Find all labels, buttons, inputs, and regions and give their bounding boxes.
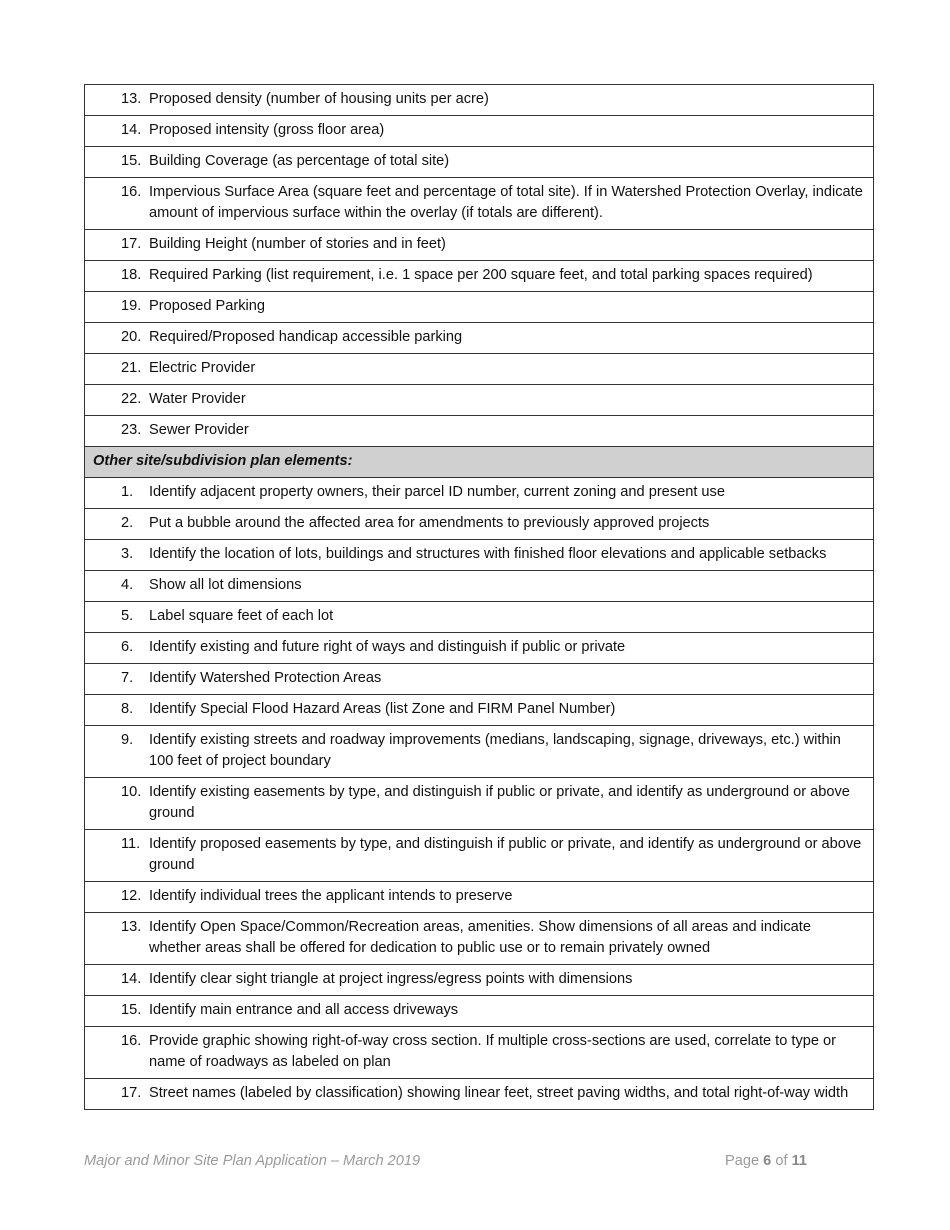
list-item [93,358,865,379]
item-number: 20. [121,329,142,345]
item-text: Provide graphic showing right-of-way cross section. If multiple cross-sections are used, correlate to type or name of roadways as labeled on plan [149,1033,837,1070]
item-number: 4. [121,577,134,593]
checklist-row [85,416,874,447]
item-text: Label square feet of each lot [149,608,334,624]
item-number: 16. [121,1033,142,1049]
item-text: Identify adjacent property owners, their parcel ID number, current zoning and present use [149,484,725,500]
list-item [93,89,865,110]
checklist-cell [85,882,874,913]
item-number: 3. [121,546,134,562]
item-text: Building Coverage (as percentage of total site) [149,153,450,169]
item-number: 14. [121,971,142,987]
list-item [93,917,865,959]
checklist-row [85,85,874,116]
checklist-cell [85,965,874,996]
item-text: Show all lot dimensions [149,577,302,593]
item-text: Required/Proposed handicap accessible parking [149,329,463,345]
checklist-row [85,116,874,147]
checklist-cell [85,830,874,882]
item-number: 8. [121,701,134,717]
footer-document-title: Major and Minor Site Plan Application – March 2019 [84,1153,421,1169]
item-text: Electric Provider [149,360,256,376]
checklist-row [85,695,874,726]
checklist-row [85,385,874,416]
item-number: 6. [121,639,134,655]
item-text: Identify Special Flood Hazard Areas (list Zone and FIRM Panel Number) [149,701,616,717]
checklist-row [85,540,874,571]
checklist-row [85,726,874,778]
checklist-cell [85,478,874,509]
checklist-cell [85,147,874,178]
item-text: Identify proposed easements by type, and distinguish if public or private, and identify as underground or above ground [149,836,862,873]
checklist-cell [85,116,874,147]
list-item [93,513,865,534]
checklist-row [85,261,874,292]
checklist-cell [85,726,874,778]
item-text: Proposed density (number of housing units per acre) [149,91,489,107]
checklist-row [85,478,874,509]
item-text: Building Height (number of stories and in feet) [149,236,446,252]
item-text: Put a bubble around the affected area for amendments to previously approved projects [149,515,710,531]
item-text: Water Provider [149,391,246,407]
checklist-cell [85,385,874,416]
checklist-row [85,830,874,882]
item-text: Identify individual trees the applicant intends to preserve [149,888,513,904]
checklist-row [85,633,874,664]
item-text: Street names (labeled by classification) showing linear feet, street paving widths, and total right-of-way width [149,1085,849,1101]
checklist-cell [85,323,874,354]
checklist-cell [85,416,874,447]
item-number: 14. [121,122,142,138]
checklist-row [85,509,874,540]
list-item [93,575,865,596]
checklist-row [85,664,874,695]
list-item [93,1000,865,1021]
item-number: 21. [121,360,142,376]
list-item [93,296,865,317]
item-number: 23. [121,422,142,438]
list-item [93,120,865,141]
list-item [93,234,865,255]
page-footer [84,1153,874,1175]
list-item [93,151,865,172]
checklist-row [85,602,874,633]
section-header-row [85,447,874,478]
list-item [93,482,865,503]
checklist-row [85,778,874,830]
list-item [93,886,865,907]
checklist-cell [85,1079,874,1110]
checklist-cell [85,1027,874,1079]
item-text: Proposed intensity (gross floor area) [149,122,385,138]
checklist-cell [85,540,874,571]
checklist-row [85,354,874,385]
item-number: 5. [121,608,134,624]
checklist-row [85,965,874,996]
checklist-row [85,571,874,602]
checklist-cell [85,85,874,116]
checklist-row [85,147,874,178]
item-text: Proposed Parking [149,298,266,314]
checklist-cell [85,354,874,385]
checklist-cell [85,664,874,695]
list-item [93,637,865,658]
checklist-cell [85,571,874,602]
checklist-cell [85,261,874,292]
item-number: 13. [121,919,142,935]
checklist-row [85,323,874,354]
list-item [93,782,865,824]
checklist-table [84,84,874,1110]
item-number: 16. [121,184,142,200]
item-number: 7. [121,670,134,686]
checklist-cell [85,996,874,1027]
item-text: Identify clear sight triangle at project ingress/egress points with dimensions [149,971,633,987]
checklist-row [85,230,874,261]
item-text: Impervious Surface Area (square feet and percentage of total site). If in Watershed Protection Overlay, indicate amount of impervious surface within the overlay (if totals are different). [149,184,863,221]
list-item [93,389,865,410]
checklist-cell [85,633,874,664]
list-item [93,182,865,224]
checklist-cell [85,695,874,726]
checklist-cell [85,778,874,830]
item-number: 13. [121,91,142,107]
checklist-cell [85,292,874,323]
item-number: 12. [121,888,142,904]
item-number: 11. [121,836,141,852]
list-item [93,606,865,627]
checklist-row [85,882,874,913]
item-number: 19. [121,298,142,314]
list-item [93,420,865,441]
list-item [93,730,865,772]
item-text: Identify existing and future right of ways and distinguish if public or private [149,639,626,655]
section-heading: Other site/subdivision plan elements: [85,447,874,478]
checklist-cell [85,602,874,633]
list-item [93,265,865,286]
item-number: 2. [121,515,134,531]
item-number: 17. [121,1085,142,1101]
item-number: 15. [121,153,142,169]
item-text: Identify Open Space/Common/Recreation areas, amenities. Show dimensions of all areas and indicate whether areas shall be offered for dedication to public use or to remain privately owned [149,919,811,956]
item-text: Identify the location of lots, buildings and structures with finished floor elevations and applicable setbacks [149,546,827,562]
item-number: 9. [121,732,134,748]
item-number: 1. [121,484,134,500]
checklist-row [85,292,874,323]
item-text: Identify main entrance and all access driveways [149,1002,459,1018]
checklist-row [85,178,874,230]
checklist-cell [85,230,874,261]
item-number: 15. [121,1002,142,1018]
item-number: 17. [121,236,142,252]
list-item [93,668,865,689]
checklist-row [85,1027,874,1079]
checklist-row [85,1079,874,1110]
item-text: Required Parking (list requirement, i.e. 1 space per 200 square feet, and total parking spaces required) [149,267,813,283]
checklist-row [85,996,874,1027]
checklist-row [85,913,874,965]
list-item [93,544,865,565]
list-item [93,699,865,720]
list-item [93,327,865,348]
list-item [93,834,865,876]
item-number: 22. [121,391,142,407]
footer-page-number: Page 6 of 11 [725,1153,808,1169]
list-item [93,969,865,990]
list-item [93,1083,865,1104]
checklist-cell [85,509,874,540]
checklist-cell [85,178,874,230]
item-text: Identify Watershed Protection Areas [149,670,382,686]
list-item [93,1031,865,1073]
checklist-cell [85,913,874,965]
item-number: 10. [121,784,142,800]
item-number: 18. [121,267,142,283]
item-text: Identify existing easements by type, and distinguish if public or private, and identify as underground or above ground [149,784,850,821]
item-text: Identify existing streets and roadway improvements (medians, landscaping, signage, driveways, etc.) within 100 feet of project boundary [149,732,841,769]
item-text: Sewer Provider [149,422,249,438]
